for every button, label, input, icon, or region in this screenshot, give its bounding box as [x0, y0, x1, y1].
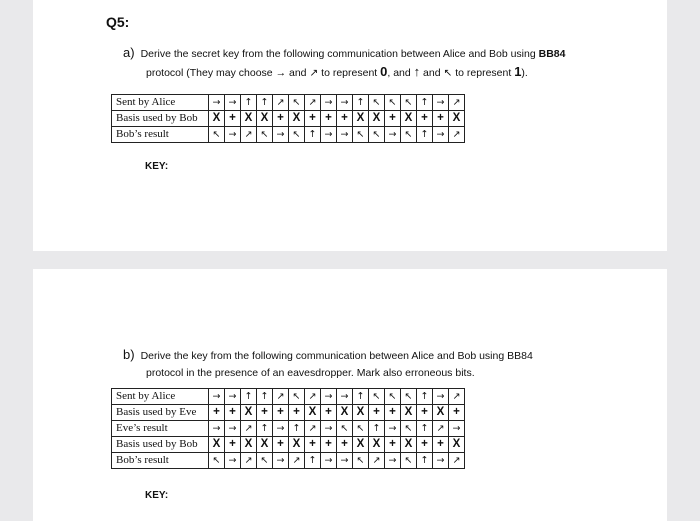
- basis-cell: +: [337, 437, 353, 453]
- photon-cell: →: [225, 453, 241, 469]
- photon-cell: ↖: [337, 421, 353, 437]
- photon-cell: →: [321, 453, 337, 469]
- basis-cell: +: [225, 405, 241, 421]
- photon-cell: ↖: [353, 421, 369, 437]
- arrow-right-icon: →: [275, 67, 287, 79]
- basis-cell: +: [433, 437, 449, 453]
- basis-cell: X: [401, 111, 417, 127]
- photon-cell: →: [209, 95, 225, 111]
- photon-cell: ↖: [401, 421, 417, 437]
- arrow-nw-icon: ↖: [443, 67, 453, 79]
- bb84-table-b: [111, 388, 465, 469]
- part-b-text-2: protocol in the presence of an eavesdropper. Mark also erroneous bits.: [146, 367, 475, 379]
- photon-cell: ↖: [257, 127, 273, 143]
- basis-cell: +: [417, 111, 433, 127]
- photon-cell: →: [337, 453, 353, 469]
- part-a-and-2: and: [420, 67, 441, 79]
- photon-cell: ↖: [401, 95, 417, 111]
- bit-one: 1: [514, 64, 522, 79]
- photon-cell: ↑: [417, 421, 433, 437]
- basis-cell: +: [369, 405, 385, 421]
- photon-cell: ↑: [257, 389, 273, 405]
- table-row: [112, 453, 465, 469]
- photon-cell: ↗: [273, 389, 289, 405]
- basis-cell: X: [353, 437, 369, 453]
- photon-cell: ↖: [353, 127, 369, 143]
- photon-cell: ↖: [401, 389, 417, 405]
- photon-cell: →: [385, 453, 401, 469]
- photon-cell: ↗: [305, 95, 321, 111]
- basis-cell: X: [353, 405, 369, 421]
- basis-cell: X: [209, 111, 225, 127]
- table-row: [112, 95, 465, 111]
- row-label: Basis used by Eve: [112, 405, 209, 421]
- photon-cell: →: [433, 453, 449, 469]
- row-label: Basis used by Bob: [112, 437, 209, 453]
- photon-cell: →: [385, 127, 401, 143]
- part-a-text-2d: to represent: [452, 67, 515, 79]
- photon-cell: →: [449, 421, 465, 437]
- photon-cell: ↑: [353, 95, 369, 111]
- row-label: Sent by Alice: [112, 95, 209, 111]
- photon-cell: ↖: [401, 127, 417, 143]
- photon-cell: ↑: [417, 127, 433, 143]
- basis-cell: +: [321, 111, 337, 127]
- photon-cell: →: [225, 127, 241, 143]
- photon-cell: ↗: [289, 453, 305, 469]
- table-row: [112, 437, 465, 453]
- photon-cell: ↑: [417, 453, 433, 469]
- basis-cell: +: [321, 437, 337, 453]
- photon-cell: ↗: [433, 421, 449, 437]
- basis-cell: X: [353, 111, 369, 127]
- photon-cell: ↗: [305, 421, 321, 437]
- photon-cell: →: [433, 95, 449, 111]
- photon-cell: →: [385, 421, 401, 437]
- basis-cell: +: [305, 111, 321, 127]
- basis-cell: X: [257, 437, 273, 453]
- basis-cell: X: [241, 405, 257, 421]
- row-label: Basis used by Bob: [112, 111, 209, 127]
- key-label-b: KEY:: [145, 490, 169, 501]
- photon-cell: ↑: [257, 95, 273, 111]
- basis-cell: X: [289, 437, 305, 453]
- photon-cell: ↖: [369, 389, 385, 405]
- basis-cell: +: [273, 437, 289, 453]
- basis-cell: +: [385, 405, 401, 421]
- bb84-table-a: [111, 94, 465, 143]
- table-row: [112, 127, 465, 143]
- photon-cell: ↑: [353, 389, 369, 405]
- part-a-text-2b: to represent: [318, 67, 381, 79]
- basis-cell: +: [289, 405, 305, 421]
- photon-cell: ↗: [241, 453, 257, 469]
- basis-cell: X: [337, 405, 353, 421]
- basis-cell: X: [401, 405, 417, 421]
- photon-cell: →: [321, 95, 337, 111]
- part-a-bb84: BB84: [538, 48, 566, 60]
- part-a-letter: a): [123, 45, 135, 60]
- basis-cell: X: [305, 405, 321, 421]
- part-a-text-2e: ).: [521, 67, 528, 79]
- page-2: [33, 269, 667, 521]
- photon-cell: →: [337, 95, 353, 111]
- table-row: [112, 405, 465, 421]
- basis-cell: X: [449, 111, 465, 127]
- photon-cell: →: [337, 127, 353, 143]
- photon-cell: →: [273, 421, 289, 437]
- row-label: Eve’s result: [112, 421, 209, 437]
- table-row: [112, 389, 465, 405]
- basis-cell: X: [257, 111, 273, 127]
- basis-cell: +: [209, 405, 225, 421]
- photon-cell: →: [225, 389, 241, 405]
- photon-cell: ↑: [305, 453, 321, 469]
- photon-cell: ↑: [305, 127, 321, 143]
- photon-cell: →: [209, 389, 225, 405]
- row-label: Bob’s result: [112, 453, 209, 469]
- photon-cell: ↗: [369, 453, 385, 469]
- photon-cell: ↑: [289, 421, 305, 437]
- basis-cell: +: [305, 437, 321, 453]
- photon-cell: →: [433, 389, 449, 405]
- photon-cell: ↗: [449, 453, 465, 469]
- part-b-text-1: Derive the key from the following communication between Alice and Bob using BB84: [140, 350, 533, 362]
- photon-cell: ↑: [257, 421, 273, 437]
- photon-cell: →: [321, 127, 337, 143]
- bit-zero: 0: [380, 64, 388, 79]
- basis-cell: X: [369, 437, 385, 453]
- question-title: Q5:: [106, 14, 130, 30]
- basis-cell: +: [273, 111, 289, 127]
- basis-cell: +: [225, 111, 241, 127]
- part-b-letter: b): [123, 347, 135, 362]
- row-label: Sent by Alice: [112, 389, 209, 405]
- photon-cell: ↑: [417, 95, 433, 111]
- photon-cell: ↗: [449, 127, 465, 143]
- basis-cell: X: [241, 111, 257, 127]
- photon-cell: →: [273, 453, 289, 469]
- photon-cell: ↗: [273, 95, 289, 111]
- basis-cell: X: [433, 405, 449, 421]
- key-label-a: KEY:: [145, 161, 169, 172]
- basis-cell: X: [449, 437, 465, 453]
- part-a-and-1: and: [286, 67, 307, 79]
- part-a-text-2a: protocol (They may choose: [146, 67, 273, 79]
- basis-cell: X: [209, 437, 225, 453]
- part-a-prompt: [123, 44, 623, 82]
- basis-cell: +: [385, 437, 401, 453]
- basis-cell: +: [225, 437, 241, 453]
- basis-cell: +: [337, 111, 353, 127]
- photon-cell: ↑: [241, 95, 257, 111]
- photon-cell: ↑: [241, 389, 257, 405]
- photon-cell: →: [321, 421, 337, 437]
- arrow-up-icon: ↑: [413, 64, 421, 79]
- photon-cell: ↗: [449, 389, 465, 405]
- photon-cell: ↖: [401, 453, 417, 469]
- photon-cell: →: [337, 389, 353, 405]
- photon-cell: →: [225, 95, 241, 111]
- photon-cell: ↑: [369, 421, 385, 437]
- page-1: [33, 0, 667, 251]
- photon-cell: ↗: [241, 421, 257, 437]
- basis-cell: +: [257, 405, 273, 421]
- basis-cell: +: [273, 405, 289, 421]
- photon-cell: ↑: [417, 389, 433, 405]
- photon-cell: ↗: [305, 389, 321, 405]
- row-label: Bob’s result: [112, 127, 209, 143]
- photon-cell: ↖: [289, 127, 305, 143]
- table-row: [112, 421, 465, 437]
- photon-cell: →: [321, 389, 337, 405]
- table-row: [112, 111, 465, 127]
- part-b-prompt: [123, 346, 623, 382]
- photon-cell: ↖: [289, 389, 305, 405]
- photon-cell: ↖: [209, 453, 225, 469]
- photon-cell: ↖: [385, 95, 401, 111]
- photon-cell: ↖: [369, 127, 385, 143]
- photon-cell: ↗: [241, 127, 257, 143]
- basis-cell: X: [401, 437, 417, 453]
- basis-cell: +: [449, 405, 465, 421]
- photon-cell: ↗: [449, 95, 465, 111]
- photon-cell: →: [433, 127, 449, 143]
- basis-cell: X: [369, 111, 385, 127]
- photon-cell: ↖: [353, 453, 369, 469]
- basis-cell: +: [417, 437, 433, 453]
- photon-cell: →: [273, 127, 289, 143]
- basis-cell: +: [321, 405, 337, 421]
- basis-cell: X: [241, 437, 257, 453]
- part-a-text-1: Derive the secret key from the following communication between Alice and Bob using: [140, 48, 539, 60]
- photon-cell: ↖: [209, 127, 225, 143]
- arrow-ne-icon: ↗: [309, 67, 319, 79]
- photon-cell: →: [209, 421, 225, 437]
- basis-cell: +: [385, 111, 401, 127]
- photon-cell: ↖: [369, 95, 385, 111]
- basis-cell: +: [433, 111, 449, 127]
- photon-cell: →: [225, 421, 241, 437]
- basis-cell: X: [289, 111, 305, 127]
- photon-cell: ↖: [385, 389, 401, 405]
- part-a-text-2c: , and: [387, 67, 411, 79]
- photon-cell: ↖: [289, 95, 305, 111]
- photon-cell: ↖: [257, 453, 273, 469]
- basis-cell: +: [417, 405, 433, 421]
